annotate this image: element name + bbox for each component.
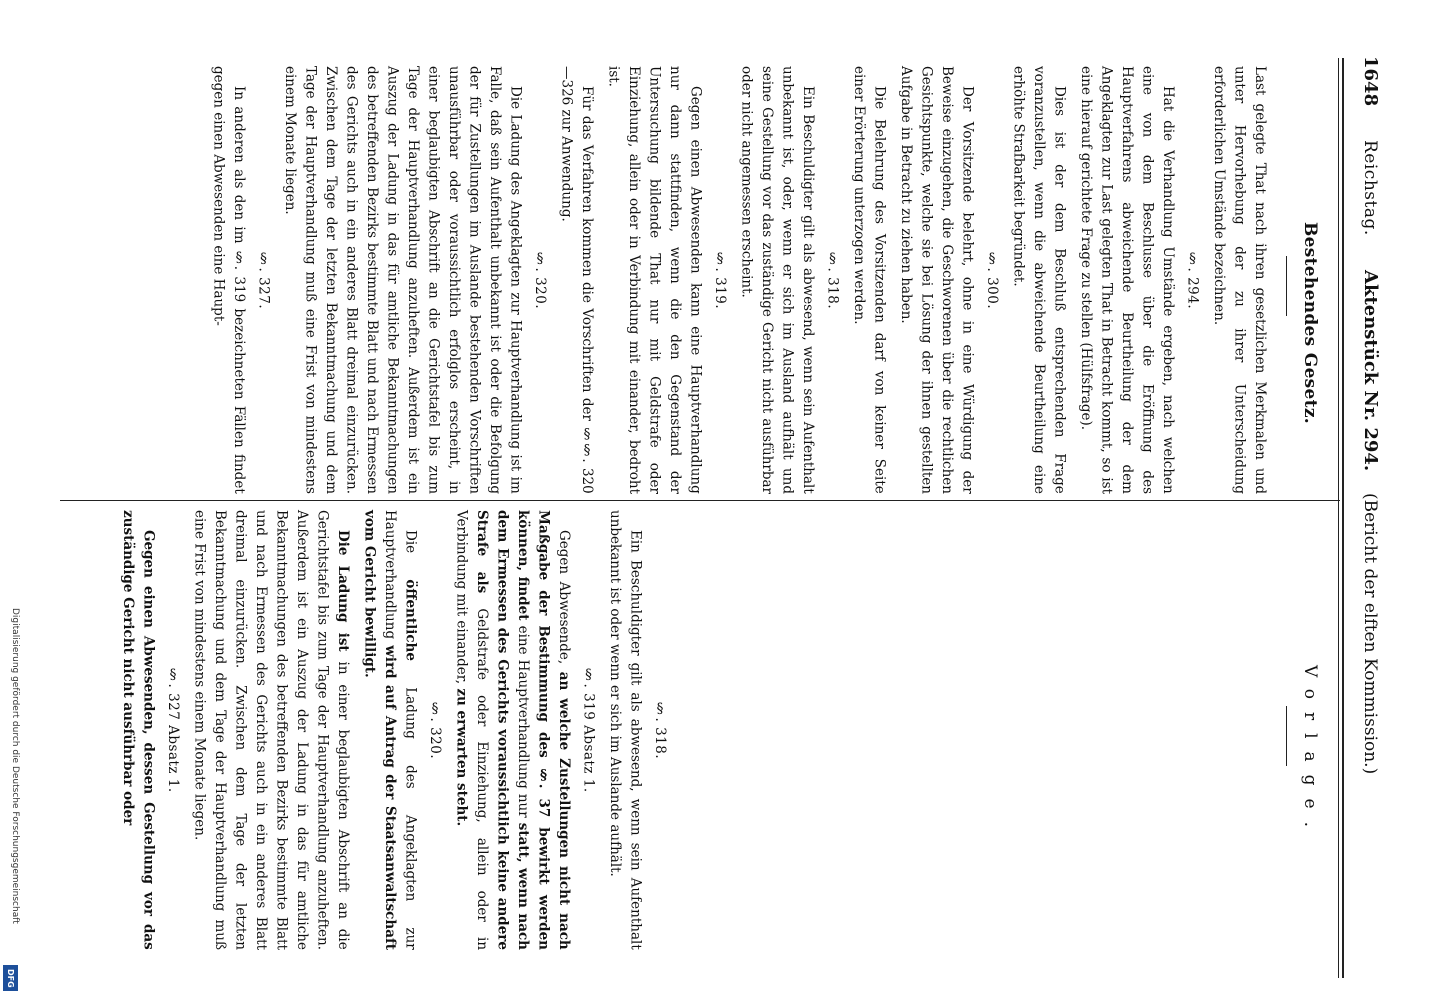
paragraph: Dies ist der dem Beschluß entsprechenden Frage voranzustellen, wenn die abweichende Beurtheilung eine erhöhte Strafbarkeit begründet.	[1010, 66, 1068, 494]
paragraph-text: eine Hauptverhandlung nur	[515, 620, 531, 823]
column-divider	[60, 500, 1340, 501]
paragraph	[189, 510, 353, 950]
amended-text: wird auf Antrag der Staatsanwaltschaft vom Gericht bewilligt.	[361, 510, 398, 950]
left-column-title: Bestehendes Gesetz.	[1300, 222, 1320, 424]
amended-text: öffentliche	[402, 579, 419, 662]
paragraph: Die Belehrung des Vorsitzenden darf von keiner Seite einer Erörterung unterzogen werden.	[851, 66, 888, 494]
left-title-rule	[1286, 256, 1287, 316]
right-title-rule	[1286, 706, 1287, 766]
paragraph-text: Geldstrafe oder Einziehung, allein oder in Verbindung mit einander,	[453, 510, 490, 951]
paragraph	[359, 510, 421, 950]
paragraph	[451, 510, 574, 950]
section-heading: §. 294.	[1184, 250, 1201, 310]
publication-title: Reichstag.	[1360, 140, 1380, 236]
header-rule-inner	[1338, 58, 1339, 978]
section-heading: §. 320.	[427, 700, 443, 760]
amended-text: Gegen einen Abwesenden, dessen Gestellung vor das zuständige Gericht nicht ausführbar oder	[120, 510, 157, 950]
paragraph: Ein Beschuldigter gilt als abwesend, wenn sein Aufenthalt unbekannt ist oder wenn er sich im Auslande aufhält.	[607, 510, 644, 950]
section-heading: §. 318.	[824, 250, 841, 310]
section-heading: §. 327.	[255, 250, 272, 310]
page-number: 1648	[1360, 56, 1381, 107]
right-column-body	[84, 510, 670, 950]
amended-text: an welche Zustellungen nicht nach Maßgabe der Bestimmung des §. 37 bewirkt werden können, findet	[515, 510, 572, 951]
paragraph: Für das Verfahren kommen die Vorschriften der §§. 320—326 zur Anwendung.	[558, 66, 595, 494]
paragraph: In anderen als den im §. 319 bezeichneten Fällen findet gegen einen Abwesenden eine Haupt-	[210, 66, 247, 494]
paragraph: Gegen einen Abwesenden kann eine Hauptverhandlung nur dann stattfinden, wenn die den Gegenstand der Untersuchung bildende That nur mit Geldstrafe oder Einziehung, allein oder in Verbindung mit einander, bedroht ist.	[605, 66, 704, 494]
running-header	[1346, 56, 1386, 976]
paragraph-text: Die	[402, 530, 419, 580]
paragraph: Der Vorsitzende belehrt, ohne in eine Würdigung der Beweise einzugehen, die Geschworenen über die rechtlichen Gesichtspunkte, welche sie bei Lösung der ihnen gestellten Aufgabe in Betracht zu ziehen haben.	[898, 66, 976, 494]
header-rule-outer	[1342, 58, 1344, 978]
paragraph: Die Ladung des Angeklagten zur Hauptverhandlung ist im Falle, daß sein Aufenthalt unbekannt ist oder die Befolgung der für Zustellungen im Auslande bestehenden Vorschriften unausführbar oder voraussichtlich erfolglos erscheint, in einer beglaubigten Abschrift an die Gerichtstafel bis zum Tage der Hauptverhandlung anzuheften. Außerdem ist ein Auszug der Ladung in das für amtliche Bekanntmachungen des betreffenden Bezirks bestimmte Blatt und nach Ermessen des Gerichts auch in ein anderes Blatt dreimal einzurücken. Zwischen dem Tage der letzten Bekanntmachung und dem Tage der Hauptverhandlung muß eine Frist von mindestens einem Monate liegen.	[282, 66, 524, 494]
paragraph: Hat die Verhandlung Umstände ergeben, nach welchen eine von dem Beschlusse über die Eröffnung des Hauptverfahrens abweichende Beurtheilung der dem Angeklagten zur Last gelegten That in Betracht kommt, so ist eine hierauf gerichtete Frage zu stellen (Hülfsfrage).	[1078, 66, 1176, 494]
paragraph-text: in einer beglaubigten Abschrift an die Gerichtstafel bis zum Tage der Hauptverhandlung anzuheften. Außerdem ist ein Auszug der Ladung in das für amtliche Bekanntmachungen des betreffenden Bezirks bestimmte Blatt und nach Ermessen des Gerichts auch in ein anderes Blatt dreimal einzurücken. Zwischen dem Tage der letzten Bekanntmachung und dem Tage der Hauptverhandlung muß eine Frist von mindestens einem Monate liegen.	[191, 510, 351, 950]
section-heading: §. 320.	[532, 250, 548, 310]
digitization-credit: Digitalisierung gefördert durch die Deutsche Forschungsgemeinschaft	[10, 608, 20, 924]
section-heading: §. 318.	[652, 700, 668, 760]
report-title: (Bericht der elften Kommission.)	[1360, 493, 1380, 775]
amended-text: statt, wenn nach dem Ermessen des Gerichts voraussichtlich keine andere Strafe als	[474, 510, 531, 950]
amended-text: zu erwarten steht.	[453, 688, 470, 827]
left-column-body	[142, 66, 1270, 494]
section-heading: §. 327 Absatz 1.	[165, 667, 181, 793]
dfg-logo: DFG	[3, 965, 18, 991]
paragraph	[118, 510, 159, 950]
attachment-number: Aktenstück Nr. 294.	[1360, 269, 1381, 472]
paragraph-text: Ladung des Angeklagten zur Hauptverhandlung	[382, 510, 419, 950]
right-column-title: Vorlage.	[1300, 665, 1320, 840]
paragraph-text: Gegen Abwesende,	[556, 530, 572, 672]
paragraph: Ein Beschuldigter gilt als abwesend, wenn sein Aufenthalt unbekannt ist, oder, wenn er sich im Ausland aufhält und seine Gestellung vor das zuständige Gericht nicht ausführbar oder nicht angemessen erscheint.	[738, 66, 816, 494]
section-heading: §. 319.	[712, 250, 728, 310]
section-heading: §. 300.	[984, 250, 1000, 310]
section-heading: §. 319 Absatz 1.	[580, 667, 597, 793]
amended-text: Die Ladung ist	[335, 530, 351, 652]
paragraph: Last gelegte That nach ihren gesetzlichen Merkmalen und unter Hervorhebung der zu ihrer Unterscheidung erforderlichen Umstände bezeichnen.	[1211, 66, 1268, 494]
